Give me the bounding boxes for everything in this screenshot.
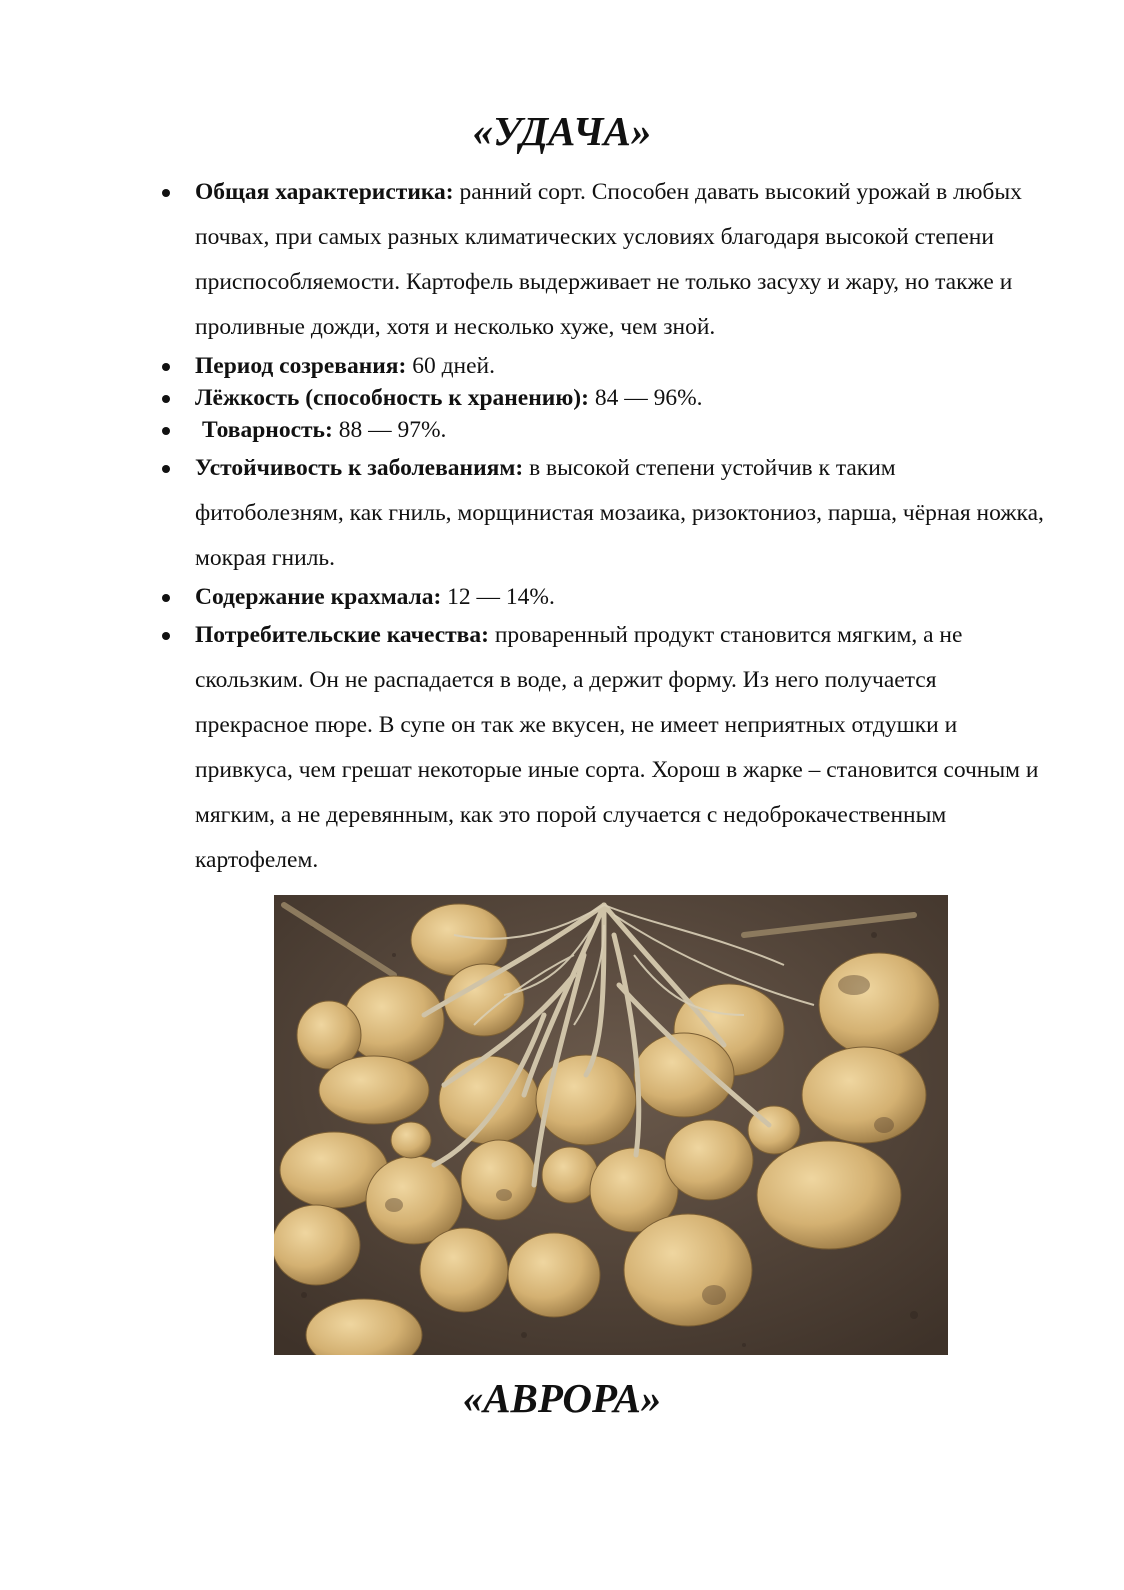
- bullet-icon: [162, 395, 170, 403]
- property-value: проваренный продукт становится мягким, а не скользким. Он не распадается в воде, а держит форму. Из него получается прекрасное пюре. В супе он так же вкусен, не имеет неприятных отдушки и привкуса, чем грешат некоторые иные сорта. Хорош в жарке – становится сочным и мягким, а не деревянным, как это порой случается с недоброкачественным картофелем.: [195, 622, 1039, 873]
- property-label: Общая характеристика:: [195, 179, 454, 205]
- potato-harvest-photo: [274, 895, 948, 1355]
- property-label: Устойчивость к заболеваниям:: [195, 455, 524, 481]
- variety-title-udacha: «УДАЧА»: [472, 108, 652, 154]
- bullet-icon: [162, 189, 170, 197]
- property-label: Период созревания:: [195, 353, 407, 379]
- property-label: Товарность:: [202, 417, 333, 443]
- property-label: Потребительские качества:: [195, 622, 489, 648]
- property-value: в высокой степени устойчив к таким фитоболезням, как гниль, морщинистая мозаика, ризоктониоз, парша, чёрная ножка, мокрая гниль.: [195, 455, 1044, 571]
- variety-title-avrora: «АВРОРА»: [462, 1375, 662, 1421]
- property-label: Содержание крахмала:: [195, 584, 442, 610]
- property-value: 12 — 14%.: [441, 584, 555, 610]
- property-ripening: [0, 350, 1124, 382]
- bullet-icon: [162, 427, 170, 435]
- property-value: ранний сорт. Способен давать высокий урожай в любых почвах, при самых разных климатических условиях благодаря высокой степени приспособляемости. Картофель выдерживает не только засуху и жару, но также и проливные дожди, хотя и несколько хуже, чем зной.: [195, 179, 1022, 340]
- property-consumer-qualities: [0, 613, 1124, 883]
- property-value: 60 дней.: [406, 353, 496, 379]
- bullet-icon: [162, 465, 170, 473]
- properties-list: [0, 170, 1124, 883]
- property-value: 84 — 96%.: [588, 385, 703, 411]
- property-starch-content: [0, 581, 1124, 613]
- property-label: Лёжкость (способность к хранению):: [195, 385, 589, 411]
- property-keeping-quality: [0, 382, 1124, 414]
- property-marketability: [0, 414, 1124, 446]
- bullet-icon: [162, 594, 170, 602]
- bullet-icon: [162, 363, 170, 371]
- bullet-icon: [162, 632, 170, 640]
- property-disease-resistance: [0, 446, 1124, 581]
- property-value: 88 — 97%.: [332, 417, 447, 443]
- property-general: [0, 170, 1124, 350]
